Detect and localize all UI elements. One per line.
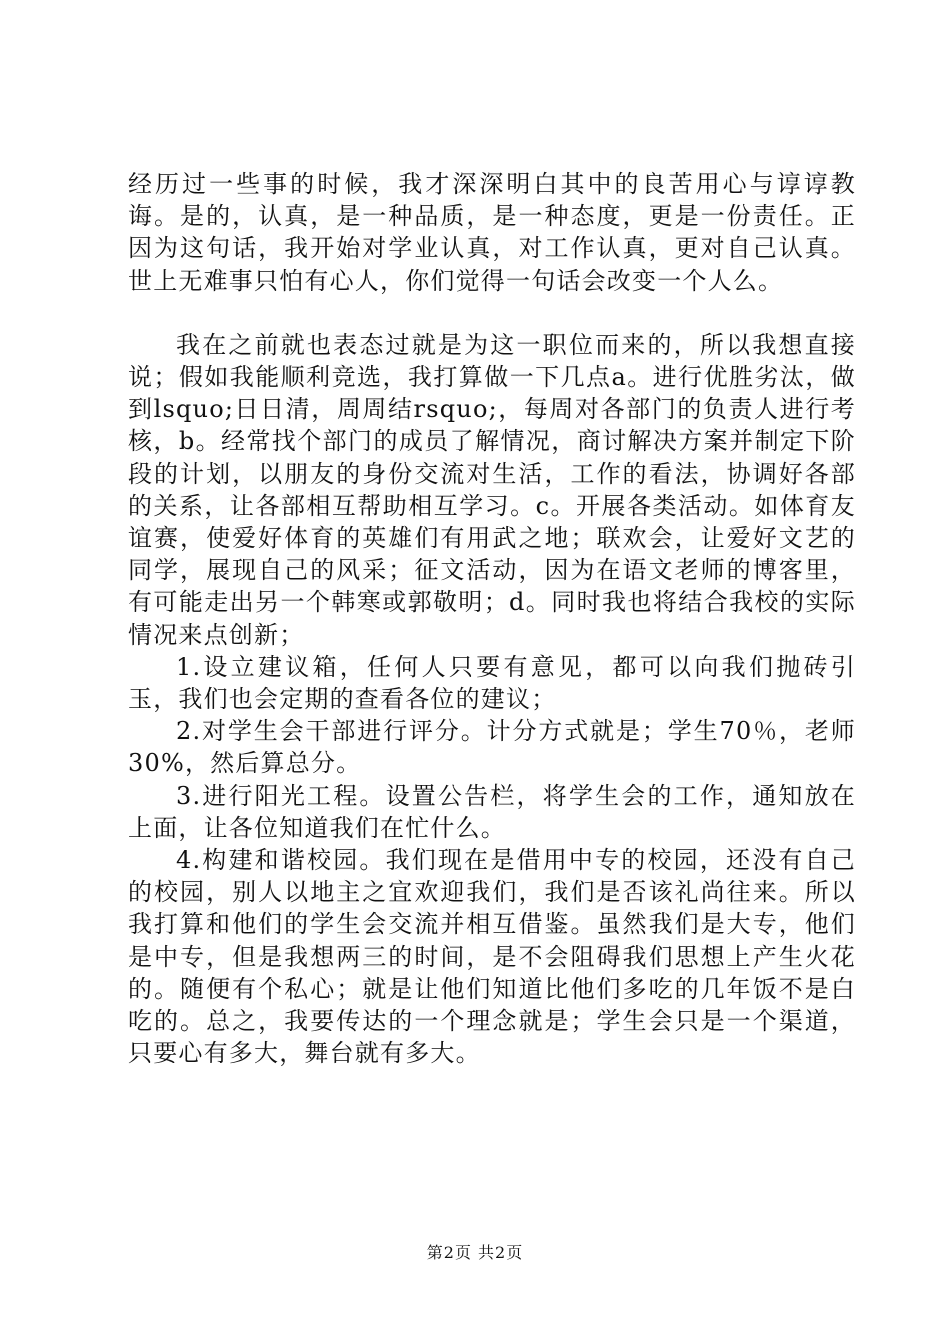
paragraph-spacer	[128, 297, 856, 329]
paragraph-plan: 我在之前就也表态过就是为这一职位而来的，所以我想直接说；假如我能顺利竞选，我打算做一下几点a。进行优胜劣汰，做到lsquo;日日清，周周结rsquo;，每周对各部门的负责人进行考核，b。经常找个部门的成员了解情况，商讨解决方案并制定下阶段的计划，以朋友的身份交流对生活，工作的看法，协调好各部的关系，让各部相互帮助相互学习。c。开展各类活动。如体育友谊赛，使爱好体育的英雄们有用武之地；联欢会，让爱好文艺的同学，展现自己的风采；征文活动，因为在语文老师的博客里，有可能走出另一个韩寒或郭敬明；d。同时我也将结合我校的实际情况来点创新；	[128, 330, 856, 649]
paragraph-opening: 经历过一些事的时候，我才深深明白其中的良苦用心与谆谆教诲。是的，认真，是一种品质，是一种态度，更是一份责任。正因为这句话，我开始对学业认真，对工作认真，更对自己认真。世上无难事只怕有心人，你们觉得一句话会改变一个人么。	[128, 170, 856, 295]
list-item-sunshine-project: 3.进行阳光工程。设置公告栏，将学生会的工作，通知放在上面，让各位知道我们在忙什么。	[128, 781, 856, 842]
page-number-footer: 第2页 共2页	[426, 1243, 524, 1262]
list-item-cadre-evaluation: 2.对学生会干部进行评分。计分方式就是；学生70％，老师30%，然后算总分。	[128, 717, 856, 778]
document-body	[128, 168, 856, 1069]
list-item-suggestion-box: 1.设立建议箱，任何人只要有意见，都可以向我们抛砖引玉，我们也会定期的查看各位的建议；	[128, 652, 856, 714]
list-item-harmonious-campus: 4.构建和谐校园。我们现在是借用中专的校园，还没有自己的校园，别人以地主之宜欢迎我们，我们是否该礼尚往来。所以我打算和他们的学生会交流并相互借鉴。虽然我们是大专，他们是中专，但是我想两三的时间，是不会阻碍我们思想上产生火花的。随便有个私心；就是让他们知道比他们多吃的几年饭不是白吃的。总之，我要传达的一个理念就是；学生会只是一个渠道，只要心有多大，舞台就有多大。	[128, 846, 856, 1068]
